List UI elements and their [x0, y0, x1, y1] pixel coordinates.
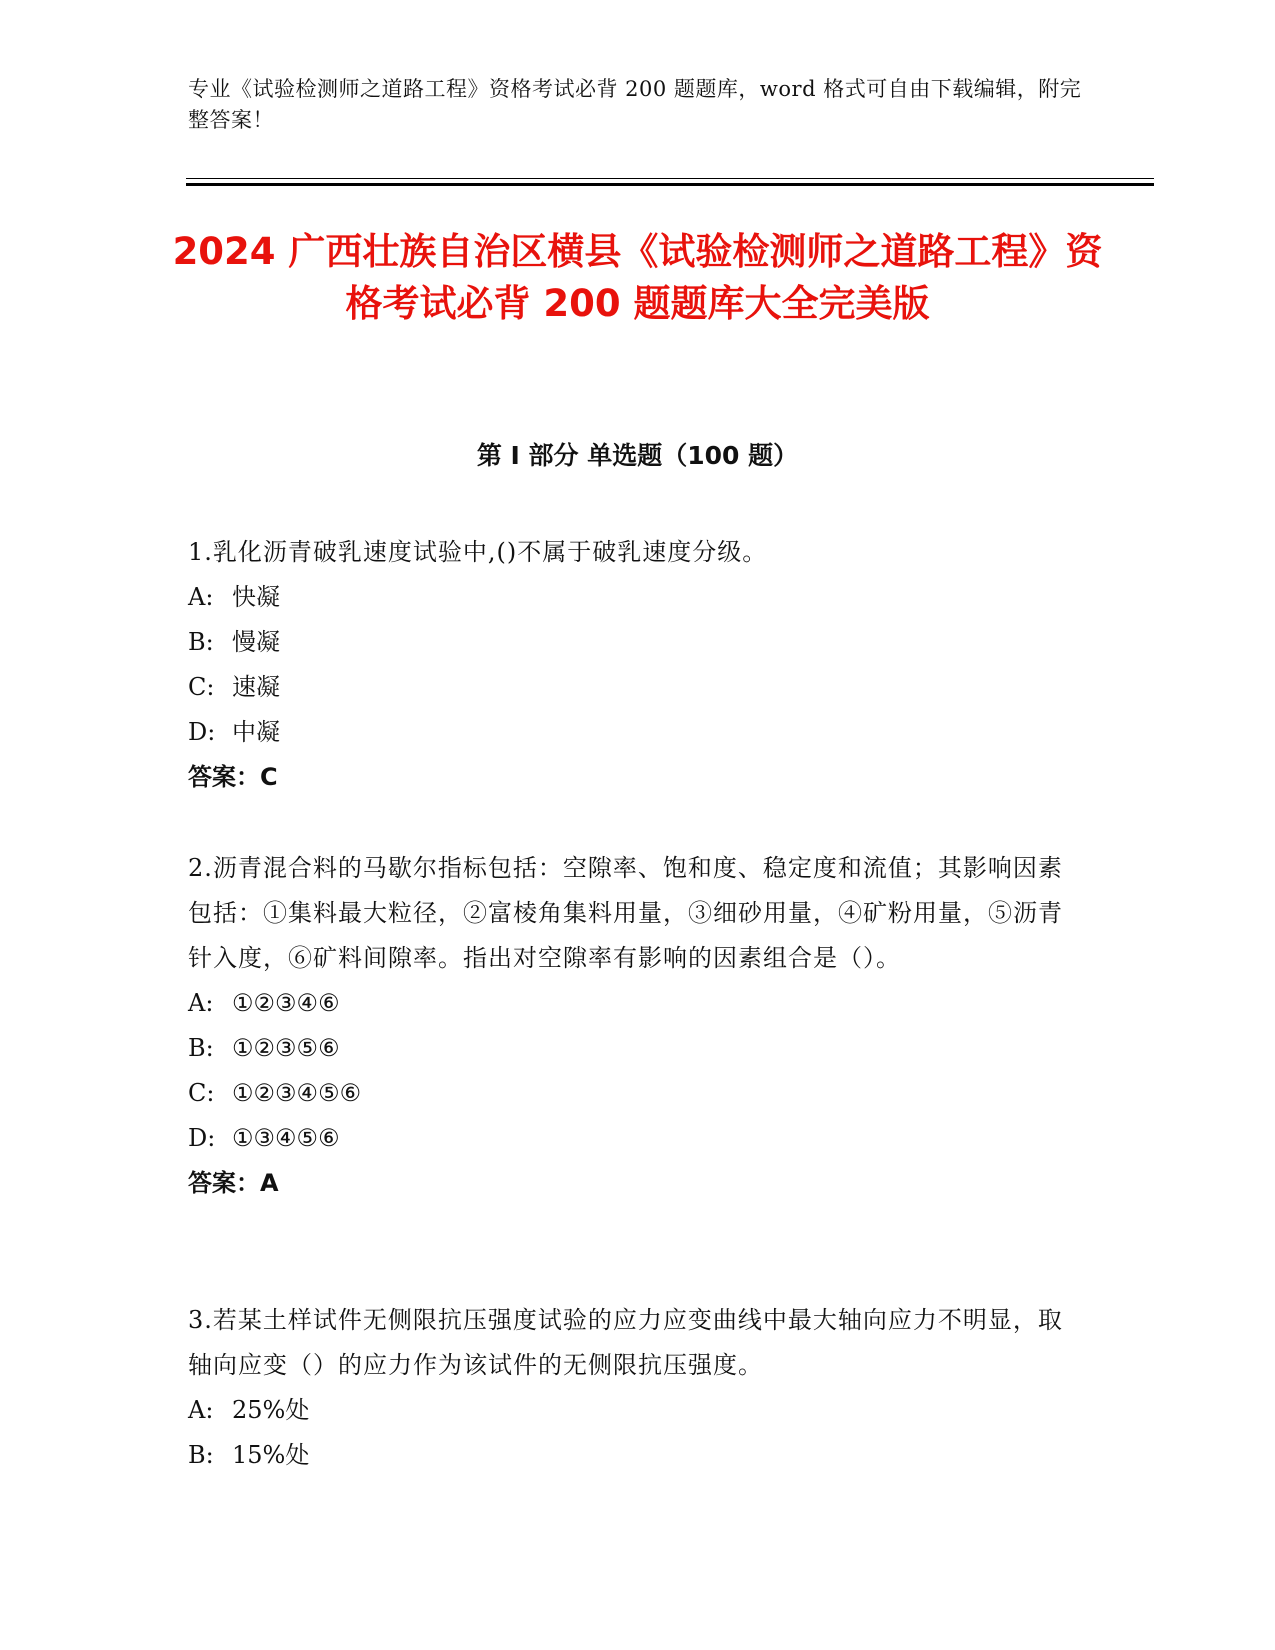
option-label: C: [188, 1079, 215, 1107]
option-text: 快凝 [232, 583, 280, 611]
option-a [188, 575, 1068, 620]
option-d [188, 710, 1068, 755]
question-stem: 3.若某土样试件无侧限抗压强度试验的应力应变曲线中最大轴向应力不明显，取轴向应变（）的应力作为该试件的无侧限抗压强度。 [188, 1306, 1063, 1379]
option-text: 25%处 [232, 1396, 310, 1424]
option-text: ①②③④⑤⑥ [232, 1079, 362, 1107]
option-label: B: [188, 628, 214, 656]
option-text: ①②③⑤⑥ [232, 1034, 340, 1062]
option-label: A: [188, 989, 214, 1017]
option-d [188, 1116, 1068, 1161]
option-text: 中凝 [232, 718, 280, 746]
option-label: A: [188, 583, 214, 611]
option-b [188, 620, 1068, 665]
option-label: D: [188, 1124, 216, 1152]
question-stem: 2.沥青混合料的马歇尔指标包括：空隙率、饱和度、稳定度和流值；其影响因素包括：①集料最大粒径，②富棱角集料用量，③细砂用量，④矿粉用量，⑤沥青针入度，⑥矿料间隙率。指出对空隙率有影响的因素组合是（）。 [188, 854, 1063, 972]
document-title: 2024 广西壮族自治区横县《试验检测师之道路工程》资格考试必背 200 题题库大全完美版 [172, 230, 1103, 325]
question-1 [188, 530, 1068, 800]
question-3 [188, 1298, 1068, 1478]
option-b [188, 1433, 1068, 1478]
option-label: A: [188, 1396, 214, 1424]
option-text: 慢凝 [232, 628, 280, 656]
header-note: 专业《试验检测师之道路工程》资格考试必背 200 题题库，word 格式可自由下载编辑，附完整答案！ [188, 77, 1082, 132]
header-rule-thin [186, 178, 1154, 179]
option-label: B: [188, 1034, 214, 1062]
option-text: ①③④⑤⑥ [232, 1124, 340, 1152]
option-text: ①②③④⑥ [232, 989, 340, 1017]
question-2 [188, 846, 1068, 1206]
option-label: B: [188, 1441, 214, 1469]
option-label: C: [188, 673, 215, 701]
section-title: 第 I 部分 单选题（100 题） [476, 441, 799, 470]
question-stem: 1.乳化沥青破乳速度试验中,()不属于破乳速度分级。 [188, 538, 768, 566]
option-b [188, 1026, 1068, 1071]
option-a [188, 1388, 1068, 1433]
answer: 答案：A [188, 1169, 279, 1197]
answer: 答案：C [188, 763, 278, 791]
option-c [188, 665, 1068, 710]
option-text: 15%处 [232, 1441, 310, 1469]
option-a [188, 981, 1068, 1026]
option-text: 速凝 [232, 673, 280, 701]
option-label: D: [188, 718, 216, 746]
option-c [188, 1071, 1068, 1116]
header-rule-thick [186, 183, 1154, 186]
